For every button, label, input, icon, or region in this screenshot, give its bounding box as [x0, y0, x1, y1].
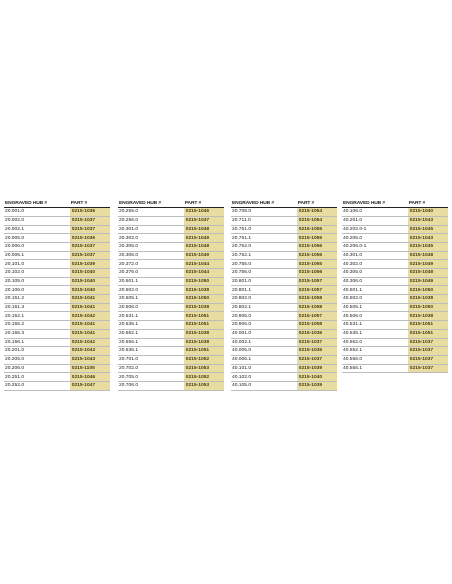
- part-number-cell: 0215-1037: [70, 216, 110, 225]
- engraved-hub-cell: 20.001.0: [4, 208, 70, 217]
- engraved-hub-cell: 40.501.1: [342, 286, 408, 295]
- table-row: [342, 286, 448, 295]
- table-row: [4, 347, 110, 356]
- part-number-cell: 0215-1038: [184, 329, 224, 338]
- header-part-number: PART #: [408, 200, 448, 208]
- engraved-hub-cell: 20.256.0: [118, 216, 184, 225]
- table-row: [118, 286, 224, 295]
- part-number-cell: 0215-1054: [297, 216, 337, 225]
- part-number-cell: 0215-1043: [408, 234, 448, 243]
- engraved-hub-cell: 20.252.0: [4, 381, 70, 390]
- part-number-cell: 0215-1036: [297, 329, 337, 338]
- part-number-cell: 0215-1053: [184, 381, 224, 390]
- part-number-cell: 0215-1044: [184, 260, 224, 269]
- table-row: [4, 321, 110, 330]
- engraved-hub-cell: 40.205.0: [342, 234, 408, 243]
- engraved-hub-cell: 20.376.0: [118, 269, 184, 278]
- engraved-hub-cell: 20.755.0: [231, 260, 297, 269]
- engraved-hub-cell: 20.752.1: [231, 251, 297, 260]
- part-number-cell: 0215-1040: [70, 286, 110, 295]
- table-row: [342, 364, 448, 373]
- engraved-hub-cell: 40.531.1: [342, 321, 408, 330]
- header-engraved-hub: ENGRAVED HUB #: [342, 200, 408, 208]
- part-number-cell: 0215-1051: [408, 329, 448, 338]
- table-row: [342, 269, 448, 278]
- engraved-hub-cell: 20.155.2: [4, 321, 70, 330]
- part-number-cell: 0215-1044: [184, 269, 224, 278]
- engraved-hub-cell: 40.552.1: [342, 347, 408, 356]
- engraved-hub-cell: 20.155.3: [4, 329, 70, 338]
- engraved-hub-cell: 20.501.1: [118, 277, 184, 286]
- engraved-hub-cell: 20.711.0: [231, 216, 297, 225]
- part-number-cell: 0215-1053: [184, 364, 224, 373]
- table-row: [342, 260, 448, 269]
- table-row: [4, 269, 110, 278]
- engraved-hub-cell: 20.505.1: [118, 295, 184, 304]
- part-number-cell: 0215-1041: [70, 329, 110, 338]
- table-row: [231, 208, 337, 217]
- part-number-cell: 0215-1050: [408, 286, 448, 295]
- engraved-hub-cell: 20.702.0: [118, 364, 184, 373]
- part-number-cell: 0215-1036: [70, 234, 110, 243]
- part-number-cell: 0215-1057: [297, 277, 337, 286]
- engraved-hub-cell: 40.505.1: [342, 303, 408, 312]
- table-row: [342, 338, 448, 347]
- part-number-cell: 0215-1037: [70, 242, 110, 251]
- engraved-hub-cell: 20.006.1: [4, 251, 70, 260]
- table-row: [118, 251, 224, 260]
- engraved-hub-cell: 40.105.0: [231, 381, 297, 390]
- part-number-cell: 0215-1042: [70, 338, 110, 347]
- table-row: [118, 216, 224, 225]
- table-row: [118, 347, 224, 356]
- part-number-cell: 0215-1037: [408, 355, 448, 364]
- part-number-cell: 0215-1052: [184, 373, 224, 382]
- part-number-cell: 0215-1049: [408, 277, 448, 286]
- engraved-hub-cell: 20.751.0: [231, 225, 297, 234]
- engraved-hub-cell: 20.801.0: [231, 277, 297, 286]
- part-number-cell: 0215-1055: [297, 225, 337, 234]
- engraved-hub-cell: 20.106.0: [4, 286, 70, 295]
- table-row: [231, 355, 337, 364]
- table-row: [118, 295, 224, 304]
- part-number-cell: 0215-1048: [184, 225, 224, 234]
- table-row: [4, 242, 110, 251]
- engraved-hub-cell: 40.301.0: [342, 251, 408, 260]
- table-row: [231, 347, 337, 356]
- table-row: [4, 338, 110, 347]
- part-number-cell: 0215-1054: [297, 208, 337, 217]
- table-row: [118, 381, 224, 390]
- part-number-cell: 0215-1046: [184, 208, 224, 217]
- header-engraved-hub: ENGRAVED HUB #: [118, 200, 184, 208]
- part-number-cell: 0215-1056: [297, 251, 337, 260]
- header-part-number: PART #: [70, 200, 110, 208]
- engraved-hub-cell: 40.106.0: [342, 208, 408, 217]
- engraved-hub-cell: 20.102.0: [4, 269, 70, 278]
- table-body: [118, 208, 224, 390]
- table-row: [342, 312, 448, 321]
- table-row: [118, 355, 224, 364]
- engraved-hub-cell: 20.005.0: [4, 234, 70, 243]
- part-number-cell: 0215-1036: [297, 347, 337, 356]
- table-row: [118, 364, 224, 373]
- table-row: [118, 260, 224, 269]
- part-number-cell: 0215-1105: [70, 364, 110, 373]
- table-row: [231, 269, 337, 278]
- engraved-hub-cell: 20.802.1: [231, 303, 297, 312]
- table-row: [342, 208, 448, 217]
- table-row: [231, 338, 337, 347]
- part-number-cell: 0215-1049: [408, 260, 448, 269]
- engraved-hub-cell: 40.201.0: [342, 216, 408, 225]
- table-row: [342, 234, 448, 243]
- engraved-hub-cell: 20.752.0: [231, 242, 297, 251]
- part-number-cell: 0215-1046: [70, 373, 110, 382]
- part-number-cell: 0215-1047: [70, 381, 110, 390]
- part-number-cell: 0215-1037: [297, 355, 337, 364]
- table-row: [4, 373, 110, 382]
- table-row: [4, 295, 110, 304]
- part-number-cell: 0215-1037: [408, 338, 448, 347]
- engraved-hub-cell: 20.806.0: [231, 321, 297, 330]
- engraved-hub-cell: 40.556.1: [342, 364, 408, 373]
- engraved-hub-cell: 20.002.0: [4, 216, 70, 225]
- part-number-cell: 0215-1041: [70, 295, 110, 304]
- reference-table-3: [231, 200, 337, 391]
- part-number-cell: 0215-1038: [408, 312, 448, 321]
- header-engraved-hub: ENGRAVED HUB #: [231, 200, 297, 208]
- engraved-hub-cell: 20.302.0: [118, 234, 184, 243]
- table-row: [4, 312, 110, 321]
- engraved-hub-cell: 20.556.1: [118, 338, 184, 347]
- engraved-hub-cell: 40.502.0: [342, 295, 408, 304]
- table-row: [4, 355, 110, 364]
- reference-table-4: [342, 200, 448, 373]
- table-row: [231, 286, 337, 295]
- engraved-hub-cell: 20.156.1: [4, 338, 70, 347]
- table-row: [342, 225, 448, 234]
- header-part-number: PART #: [297, 200, 337, 208]
- table-row: [4, 216, 110, 225]
- table-row: [118, 329, 224, 338]
- engraved-hub-cell: 20.751.1: [231, 234, 297, 243]
- part-number-cell: 0215-1039: [297, 364, 337, 373]
- part-number-cell: 0215-1052: [184, 355, 224, 364]
- part-number-cell: 0215-1040: [297, 373, 337, 382]
- part-number-cell: 0215-1050: [184, 277, 224, 286]
- table-row: [342, 251, 448, 260]
- table-row: [231, 234, 337, 243]
- part-number-cell: 0215-1037: [408, 364, 448, 373]
- table-row: [231, 373, 337, 382]
- table-row: [231, 381, 337, 390]
- table-row: [4, 277, 110, 286]
- engraved-hub-cell: 40.556.0: [342, 355, 408, 364]
- table-row: [231, 303, 337, 312]
- table-row: [4, 234, 110, 243]
- engraved-hub-cell: 20.372.0: [118, 260, 184, 269]
- part-number-cell: 0215-1038: [184, 303, 224, 312]
- table-row: [342, 329, 448, 338]
- table-row: [4, 260, 110, 269]
- engraved-hub-cell: 40.206.0-1: [342, 242, 408, 251]
- table-row: [4, 303, 110, 312]
- engraved-hub-cell: 40.002.1: [231, 338, 297, 347]
- table-row: [231, 216, 337, 225]
- table-row: [231, 251, 337, 260]
- part-number-cell: 0215-1043: [70, 355, 110, 364]
- engraved-hub-cell: 20.006.0: [4, 242, 70, 251]
- table-row: [4, 381, 110, 390]
- part-number-cell: 0215-1055: [297, 234, 337, 243]
- table-row: [118, 234, 224, 243]
- part-number-cell: 0215-1048: [408, 269, 448, 278]
- table-row: [342, 216, 448, 225]
- part-number-cell: 0215-1050: [408, 303, 448, 312]
- engraved-hub-cell: 20.705.0: [118, 373, 184, 382]
- part-number-cell: 0215-1049: [184, 234, 224, 243]
- part-number-cell: 0215-1051: [184, 312, 224, 321]
- part-number-cell: 0215-1036: [70, 208, 110, 217]
- part-number-cell: 0215-1038: [408, 295, 448, 304]
- part-number-cell: 0215-1038: [184, 338, 224, 347]
- engraved-hub-cell: 20.205.0: [4, 355, 70, 364]
- table-row: [342, 347, 448, 356]
- part-number-cell: 0215-1045: [408, 225, 448, 234]
- engraved-hub-cell: 40.101.0: [231, 364, 297, 373]
- part-number-cell: 0215-1050: [184, 295, 224, 304]
- engraved-hub-cell: 20.301.0: [118, 225, 184, 234]
- engraved-hub-cell: 40.001.0: [231, 329, 297, 338]
- part-number-cell: 0215-1058: [297, 321, 337, 330]
- part-number-cell: 0215-1058: [297, 295, 337, 304]
- table-row: [4, 364, 110, 373]
- table-row: [118, 225, 224, 234]
- engraved-hub-cell: 40.005.0: [231, 347, 297, 356]
- engraved-hub-cell: 20.305.0: [118, 242, 184, 251]
- engraved-hub-cell: 20.151.2: [4, 295, 70, 304]
- part-number-cell: 0215-1045: [408, 242, 448, 251]
- table-row: [231, 225, 337, 234]
- part-number-cell: 0215-1041: [70, 303, 110, 312]
- table-row: [231, 329, 337, 338]
- part-number-cell: 0215-1056: [297, 269, 337, 278]
- part-number-cell: 0215-1038: [184, 286, 224, 295]
- part-number-cell: 0215-1051: [408, 321, 448, 330]
- engraved-hub-cell: 40.202.0-1: [342, 225, 408, 234]
- part-number-cell: 0215-1037: [408, 347, 448, 356]
- part-number-cell: 0215-1039: [70, 260, 110, 269]
- table-row: [118, 321, 224, 330]
- engraved-hub-cell: 40.006.1: [231, 355, 297, 364]
- part-number-cell: 0215-1040: [70, 277, 110, 286]
- engraved-hub-cell: 40.552.0: [342, 338, 408, 347]
- table-row: [231, 295, 337, 304]
- engraved-hub-cell: 20.206.0: [4, 364, 70, 373]
- part-number-cell: 0215-1037: [297, 338, 337, 347]
- table-row: [231, 321, 337, 330]
- part-number-cell: 0215-1057: [297, 286, 337, 295]
- table-row: [342, 303, 448, 312]
- engraved-hub-cell: 40.306.0: [342, 277, 408, 286]
- engraved-hub-cell: 20.535.1: [118, 347, 184, 356]
- part-number-cell: 0215-1049: [184, 251, 224, 260]
- engraved-hub-cell: 20.201.0: [4, 347, 70, 356]
- table-row: [4, 225, 110, 234]
- table-row: [4, 251, 110, 260]
- table-row: [231, 260, 337, 269]
- part-number-cell: 0215-1043: [408, 216, 448, 225]
- table-row: [342, 295, 448, 304]
- part-number-cell: 0215-1043: [70, 347, 110, 356]
- part-number-cell: 0215-1057: [297, 312, 337, 321]
- engraved-hub-cell: 20.002.1: [4, 225, 70, 234]
- table-row: [118, 277, 224, 286]
- table-row: [342, 321, 448, 330]
- part-number-cell: 0215-1037: [70, 225, 110, 234]
- part-number-cell: 0215-1047: [184, 216, 224, 225]
- engraved-hub-cell: 40.302.0: [342, 260, 408, 269]
- part-number-cell: 0215-1039: [297, 381, 337, 390]
- engraved-hub-cell: 20.756.0: [231, 269, 297, 278]
- table-row: [4, 329, 110, 338]
- reference-table-2: [118, 200, 224, 391]
- engraved-hub-cell: 20.802.0: [231, 295, 297, 304]
- table-body: [4, 208, 110, 390]
- part-number-cell: 0215-1051: [184, 347, 224, 356]
- engraved-hub-cell: 20.506.0: [118, 303, 184, 312]
- header-engraved-hub: ENGRAVED HUB #: [4, 200, 70, 208]
- table-row: [342, 277, 448, 286]
- table-row: [231, 277, 337, 286]
- engraved-hub-cell: 20.801.1: [231, 286, 297, 295]
- part-number-cell: 0215-1041: [70, 321, 110, 330]
- part-number-cell: 0215-1048: [184, 242, 224, 251]
- engraved-hub-cell: 20.251.0: [4, 373, 70, 382]
- part-number-cell: 0215-1051: [184, 321, 224, 330]
- part-number-cell: 0215-1056: [297, 242, 337, 251]
- table-row: [4, 208, 110, 217]
- part-number-cell: 0215-1037: [70, 251, 110, 260]
- engraved-hub-cell: 20.151.3: [4, 303, 70, 312]
- table-row: [342, 242, 448, 251]
- engraved-hub-cell: 20.701.0: [118, 355, 184, 364]
- part-number-cell: 0215-1048: [408, 251, 448, 260]
- engraved-hub-cell: 20.805.0: [231, 312, 297, 321]
- engraved-hub-cell: 20.535.1: [118, 321, 184, 330]
- part-number-cell: 0215-1058: [297, 303, 337, 312]
- engraved-hub-cell: 20.152.1: [4, 312, 70, 321]
- engraved-hub-cell: 20.531.1: [118, 312, 184, 321]
- engraved-hub-cell: 20.502.0: [118, 286, 184, 295]
- part-number-cell: 0215-1055: [297, 260, 337, 269]
- engraved-hub-cell: 20.101.0: [4, 260, 70, 269]
- table-row: [118, 208, 224, 217]
- reference-table-1: [4, 200, 110, 391]
- engraved-hub-cell: 20.306.0: [118, 251, 184, 260]
- table-row: [342, 355, 448, 364]
- part-number-cell: 0215-1040: [408, 208, 448, 217]
- engraved-hub-cell: 40.102.0: [231, 373, 297, 382]
- engraved-hub-cell: 20.706.0: [118, 381, 184, 390]
- engraved-hub-cell: 20.255.0: [118, 208, 184, 217]
- engraved-hub-cell: 40.305.0: [342, 269, 408, 278]
- table-row: [118, 338, 224, 347]
- table-row: [118, 303, 224, 312]
- table-row: [231, 312, 337, 321]
- header-part-number: PART #: [184, 200, 224, 208]
- engraved-hub-cell: 40.535.1: [342, 329, 408, 338]
- table-row: [118, 373, 224, 382]
- table-row: [4, 286, 110, 295]
- part-number-cell: 0215-1040: [70, 269, 110, 278]
- engraved-hub-cell: 20.105.0: [4, 277, 70, 286]
- part-number-cell: 0215-1042: [70, 312, 110, 321]
- table-body: [231, 208, 337, 390]
- table-row: [118, 312, 224, 321]
- table-row: [118, 269, 224, 278]
- table-body: [342, 208, 448, 373]
- table-row: [231, 364, 337, 373]
- engraved-hub-cell: 20.552.1: [118, 329, 184, 338]
- engraved-hub-cell: 40.506.0: [342, 312, 408, 321]
- table-row: [118, 242, 224, 251]
- engraved-hub-cell: 20.708.0: [231, 208, 297, 217]
- table-row: [231, 242, 337, 251]
